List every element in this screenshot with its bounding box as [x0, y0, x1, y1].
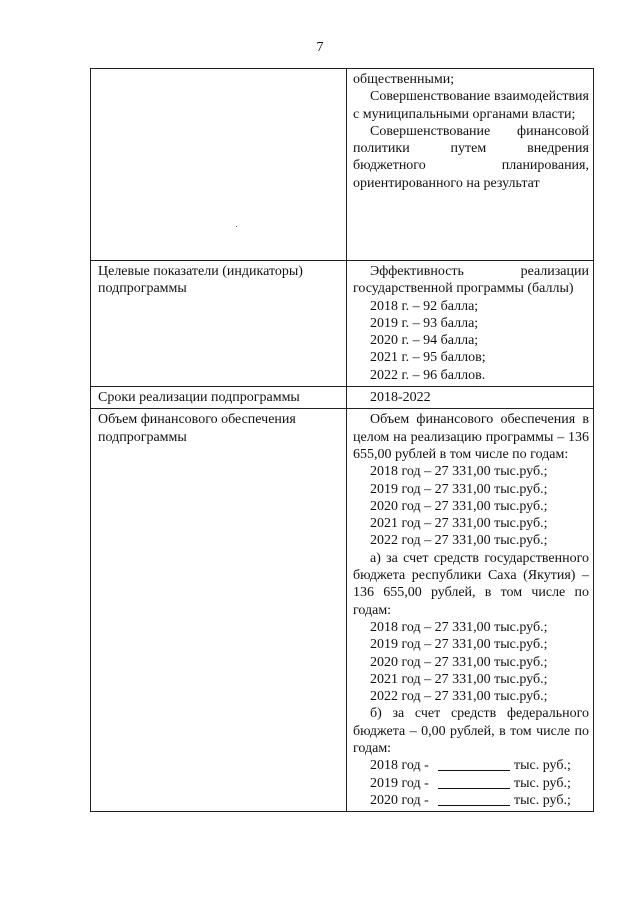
blank-amount-line [438, 775, 510, 789]
federal-year-unit: тыс. руб.; [514, 758, 571, 774]
blank-amount-line [438, 792, 510, 806]
federal-year-item [353, 792, 589, 809]
federal-year-item [353, 775, 589, 792]
indicator-item: 2019 г. – 93 балла; [370, 315, 479, 331]
financing-total: Объем финансового обеспечения в целом на реализацию программы – 136 655,00 рублей в том числе по годам: [353, 412, 589, 462]
row1-paragraph-2: Совершенствование взаимодействия с муниципальными органами власти; [353, 89, 589, 122]
table-row [91, 69, 594, 261]
total-year-item: 2020 год – 27 331,00 тыс.руб.; [370, 498, 548, 514]
federal-year-label: 2019 год - [370, 775, 429, 791]
blank-amount-line [438, 757, 510, 771]
regional-year-item: 2021 год – 27 331,00 тыс.руб.; [370, 671, 548, 687]
federal-year-label: 2018 год - [370, 758, 429, 774]
table-row [91, 261, 594, 387]
federal-year-unit: тыс. руб.; [514, 775, 571, 791]
terms-label: Сроки реализации подпрограммы [91, 387, 347, 409]
regional-budget-paragraph: а) за счет средств государственного бюджета республики Саха (Якутия) – 136 655,00 рублей, в том числе по годам: [353, 550, 589, 618]
total-year-item: 2019 год – 27 331,00 тыс.руб.; [370, 481, 548, 497]
financing-label: Объем финансового обеспечения подпрограммы [91, 409, 347, 812]
federal-year-unit: тыс. руб.; [514, 792, 571, 808]
table-row [91, 409, 594, 812]
terms-value: 2018-2022 [370, 390, 431, 406]
row1-left-cell [91, 69, 347, 261]
efficiency-heading: Эффективность реализации государственной программы (баллы) [353, 264, 589, 297]
page-number: 7 [316, 40, 324, 55]
indicator-item: 2020 г. – 94 балла; [370, 333, 479, 349]
regional-year-item: 2020 год – 27 331,00 тыс.руб.; [370, 654, 548, 670]
indicator-item: 2021 г. – 95 баллов; [370, 350, 486, 366]
indicator-item: 2022 г. – 96 баллов. [370, 367, 486, 383]
terms-value-cell [347, 387, 594, 409]
subprogram-passport-table [90, 68, 594, 812]
target-indicators-label: Целевые показатели (индикаторы) подпрограммы [91, 261, 347, 387]
row1-paragraph-3: Совершенствование финансовой политики путем внедрения бюджетного планирования, ориентированного на результат [353, 123, 589, 191]
federal-year-item [353, 757, 589, 774]
row1-right-cell [347, 69, 594, 261]
regional-year-item: 2018 год – 27 331,00 тыс.руб.; [370, 619, 548, 635]
financing-cell [347, 409, 594, 812]
total-year-item: 2021 год – 27 331,00 тыс.руб.; [370, 516, 548, 532]
table-row [91, 387, 594, 409]
total-year-item: 2022 год – 27 331,00 тыс.руб.; [370, 533, 548, 549]
regional-year-item: 2019 год – 27 331,00 тыс.руб.; [370, 637, 548, 653]
row1-line1: общественными; [353, 72, 455, 87]
regional-year-item: 2022 год – 27 331,00 тыс.руб.; [370, 689, 548, 705]
total-year-item: 2018 год – 27 331,00 тыс.руб.; [370, 464, 548, 480]
target-indicators-cell [347, 261, 594, 387]
indicator-item: 2018 г. – 92 балла; [370, 298, 479, 314]
federal-year-label: 2020 год - [370, 792, 429, 808]
federal-budget-paragraph: б) за счет средств федерального бюджета – 0,00 рублей, в том числе по годам: [353, 706, 589, 757]
